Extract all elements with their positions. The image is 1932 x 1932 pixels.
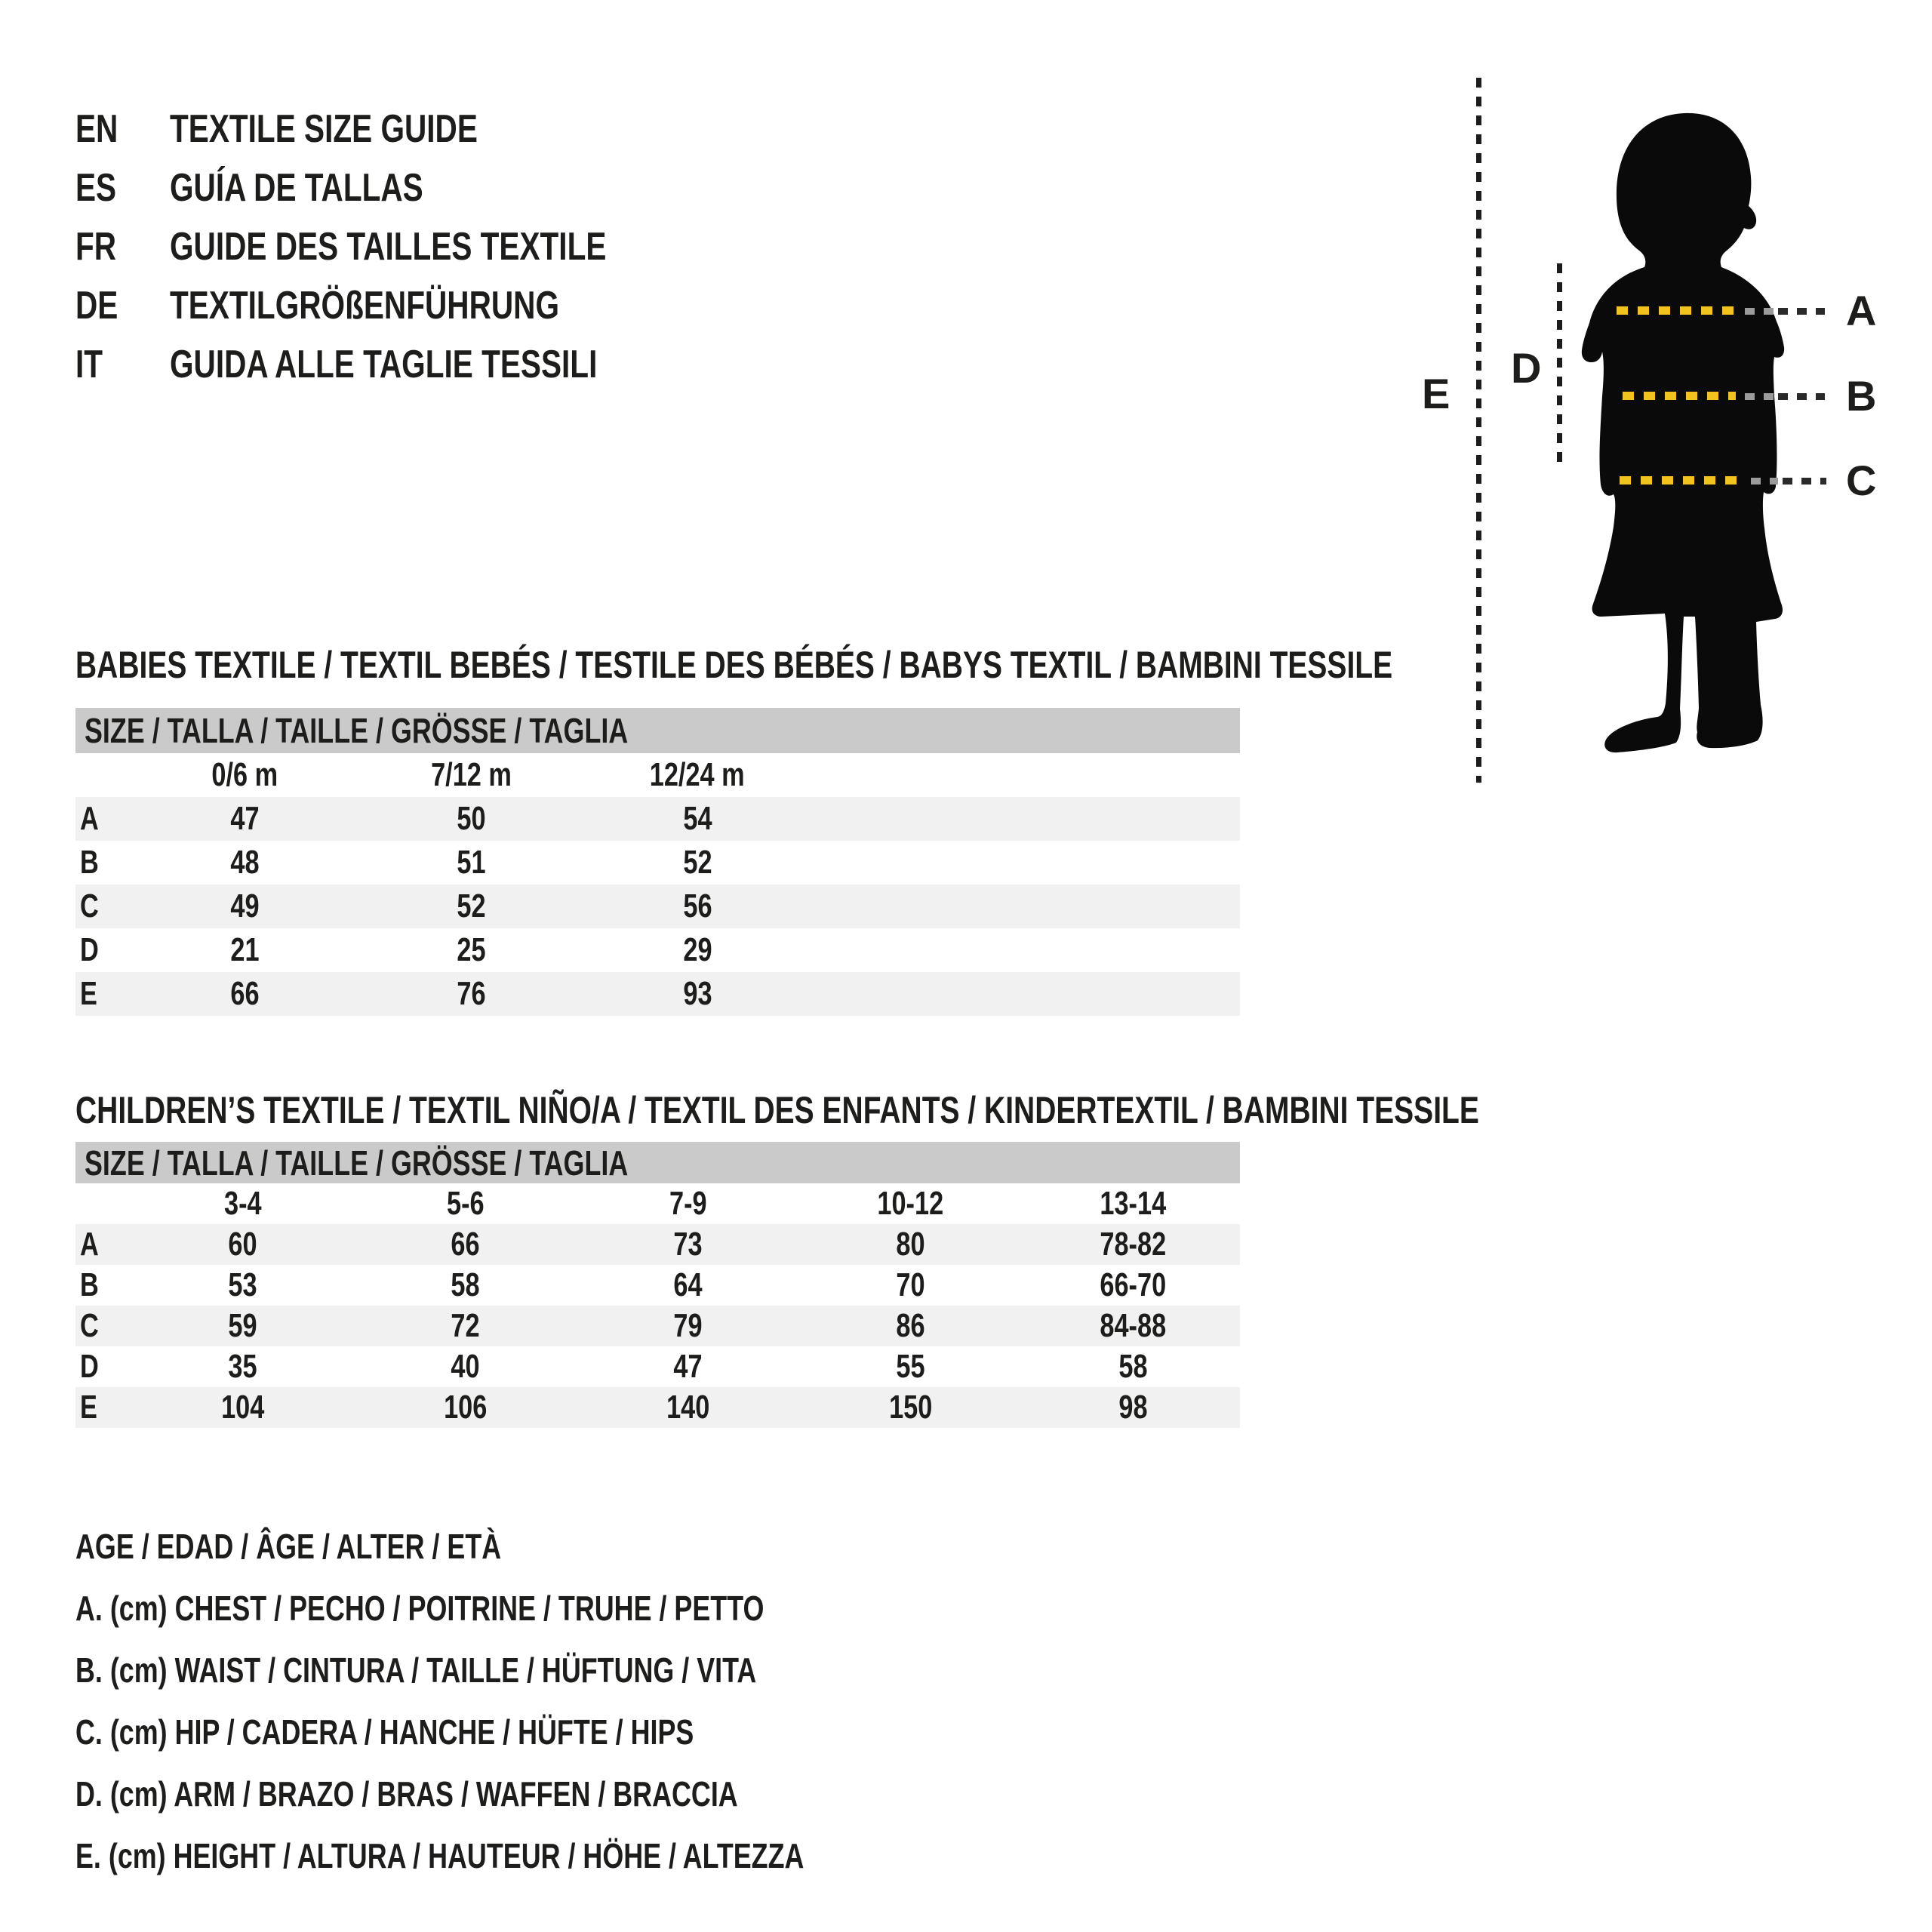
figure-label-a: A: [1846, 287, 1877, 334]
row-label: B: [80, 844, 99, 881]
figure-label-d: D: [1511, 344, 1542, 392]
table-cell: 55: [896, 1348, 925, 1385]
table-cell: 84-88: [1100, 1307, 1167, 1344]
table-row: [75, 1346, 1240, 1387]
table-cell: 53: [228, 1266, 257, 1303]
table-row: [75, 1306, 1240, 1346]
chest-line-fade: [1745, 308, 1774, 315]
language-title: GUIDA ALLE TAGLIE TESSILI: [170, 343, 598, 386]
table-cell: 52: [682, 844, 712, 881]
table-cell: 47: [673, 1348, 703, 1385]
table-cell: 106: [443, 1389, 488, 1426]
column-header: 7-9: [669, 1185, 707, 1222]
column-header: 7/12 m: [430, 756, 512, 793]
language-row: [75, 276, 730, 335]
legend-item: B. (cm) WAIST / CINTURA / TAILLE / HÜFTUNG / VITA: [75, 1651, 757, 1690]
language-row: [75, 217, 730, 276]
table-cell: 51: [456, 844, 486, 881]
children-section-heading: CHILDREN’S TEXTILE / TEXTIL NIÑO/A / TEXTIL DES ENFANTS / KINDERTEXTIL / BAMBINI TESSILE: [75, 1089, 1479, 1131]
column-header: 13-14: [1100, 1185, 1167, 1222]
children-table-rows: [75, 1183, 1240, 1428]
table-row: [75, 972, 1240, 1016]
table-cell: 29: [682, 931, 712, 968]
children-size-header-bar: SIZE / TALLA / TAILLE / GRÖSSE / TAGLIA: [75, 1142, 1240, 1183]
table-cell: 25: [456, 931, 486, 968]
language-list: [75, 100, 730, 394]
waist-line-fade: [1745, 393, 1774, 400]
column-header: 10-12: [877, 1185, 944, 1222]
table-cell: 56: [682, 888, 712, 924]
table-row: [75, 1265, 1240, 1306]
table-cell: 98: [1118, 1389, 1148, 1426]
table-cell: 66: [229, 975, 260, 1012]
babies-table-rows: [75, 753, 1240, 1016]
language-code: FR: [75, 225, 117, 269]
column-header: 3-4: [223, 1185, 262, 1222]
language-code: ES: [75, 166, 117, 210]
language-title: TEXTILE SIZE GUIDE: [170, 107, 478, 151]
legend-item: AGE / EDAD / ÂGE / ALTER / ETÀ: [75, 1527, 502, 1566]
table-cell: 66: [451, 1226, 480, 1263]
table-cell: 60: [228, 1226, 257, 1263]
language-code: IT: [75, 343, 103, 386]
language-code: EN: [75, 107, 118, 151]
legend-item: E. (cm) HEIGHT / ALTURA / HAUTEUR / HÖHE / ALTEZZA: [75, 1836, 804, 1875]
table-cell: 150: [888, 1389, 933, 1426]
table-row: [75, 928, 1240, 972]
table-row: [75, 1387, 1240, 1428]
table-cell: 104: [220, 1389, 265, 1426]
legend-item: C. (cm) HIP / CADERA / HANCHE / HÜFTE / HIPS: [75, 1712, 694, 1752]
table-row: [75, 1224, 1240, 1265]
table-cell: 140: [666, 1389, 710, 1426]
column-header-row: [75, 753, 1240, 797]
table-cell: 79: [673, 1307, 703, 1344]
row-label: E: [80, 1389, 97, 1426]
figure-label-c: C: [1846, 457, 1877, 504]
column-header: 0/6 m: [211, 756, 278, 793]
figure-label-e: E: [1422, 370, 1451, 417]
legend-item: D. (cm) ARM / BRAZO / BRAS / WAFFEN / BRACCIA: [75, 1774, 738, 1814]
column-header: 12/24 m: [650, 756, 745, 793]
language-row: [75, 100, 730, 158]
table-row: [75, 797, 1240, 841]
row-label: D: [80, 931, 99, 968]
table-row: [75, 841, 1240, 884]
language-code: DE: [75, 284, 118, 328]
table-cell: 86: [896, 1307, 925, 1344]
table-cell: 59: [228, 1307, 257, 1344]
babies-size-header-bar: SIZE / TALLA / TAILLE / GRÖSSE / TAGLIA: [75, 708, 1240, 753]
language-row: [75, 335, 730, 394]
row-label: B: [80, 1266, 99, 1303]
chest-line-dark: [1778, 308, 1825, 315]
table-cell: 50: [456, 800, 486, 837]
figure-label-b: B: [1846, 372, 1877, 420]
table-cell: 52: [456, 888, 486, 924]
babies-section-heading: BABIES TEXTILE / TEXTIL BEBÉS / TESTILE DES BÉBÉS / BABYS TEXTIL / BAMBINI TESSILE: [75, 644, 1393, 686]
row-label: C: [80, 888, 99, 924]
language-title: GUÍA DE TALLAS: [170, 166, 423, 210]
table-cell: 54: [682, 800, 712, 837]
language-title: GUIDE DES TAILLES TEXTILE: [170, 225, 607, 269]
table-cell: 76: [456, 975, 486, 1012]
babies-size-table: [75, 708, 1240, 1016]
table-cell: 66-70: [1100, 1266, 1167, 1303]
table-cell: 49: [229, 888, 260, 924]
hip-line-fade: [1751, 478, 1778, 485]
hip-line-dark: [1783, 478, 1826, 485]
row-label: A: [80, 1226, 99, 1263]
legend-item: A. (cm) CHEST / PECHO / POITRINE / TRUHE / PETTO: [75, 1589, 764, 1628]
hip-line-yellow: [1620, 476, 1743, 485]
table-cell: 78-82: [1100, 1226, 1167, 1263]
table-cell: 64: [673, 1266, 703, 1303]
row-label: C: [80, 1307, 99, 1344]
table-cell: 21: [229, 931, 260, 968]
table-cell: 35: [228, 1348, 257, 1385]
table-cell: 58: [451, 1266, 480, 1303]
table-cell: 40: [451, 1348, 480, 1385]
column-header-row: [75, 1183, 1240, 1224]
children-size-table: [75, 1142, 1240, 1428]
language-title: TEXTILGRÖßENFÜHRUNG: [170, 284, 559, 328]
language-row: [75, 158, 730, 217]
measurement-legend: [75, 1515, 1010, 1887]
table-cell: 80: [896, 1226, 925, 1263]
table-row: [75, 884, 1240, 928]
chest-line-yellow: [1617, 306, 1739, 315]
table-cell: 93: [682, 975, 712, 1012]
table-cell: 70: [896, 1266, 925, 1303]
row-label: A: [80, 800, 99, 837]
waist-line-dark: [1778, 393, 1825, 400]
table-cell: 58: [1118, 1348, 1148, 1385]
row-label: D: [80, 1348, 99, 1385]
row-label: E: [80, 975, 97, 1012]
table-cell: 48: [229, 844, 260, 881]
table-cell: 73: [673, 1226, 703, 1263]
table-cell: 72: [451, 1307, 480, 1344]
column-header: 5-6: [446, 1185, 485, 1222]
waist-line-yellow: [1623, 392, 1736, 400]
table-cell: 47: [229, 800, 260, 837]
